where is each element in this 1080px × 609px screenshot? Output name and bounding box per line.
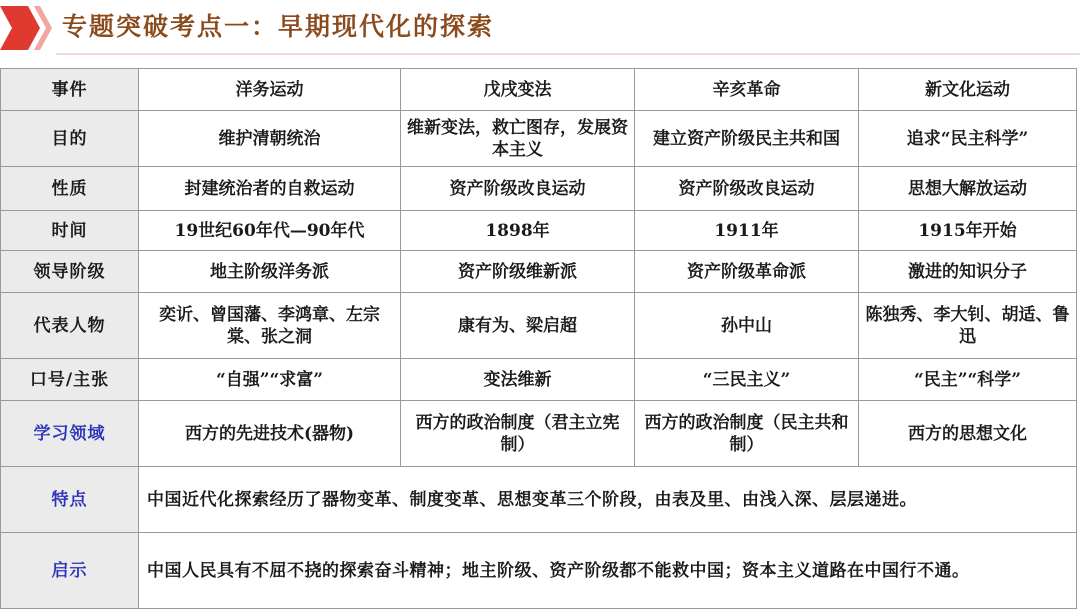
table-cell: 西方的思想文化	[859, 401, 1077, 467]
table-cell: 奕䜣、曾国藩、李鸿章、左宗棠、张之洞	[139, 293, 401, 359]
table-row	[1, 359, 1077, 401]
page-title: 专题突破考点一：早期现代化的探索	[62, 12, 495, 41]
table-cell: 资产阶级维新派	[401, 251, 635, 293]
slide-header	[0, 0, 1080, 56]
table-cell: 西方的政治制度（君主立宪制）	[401, 401, 635, 467]
row-label-insight: 启示	[1, 533, 139, 609]
table-cell: 封建统治者的自救运动	[139, 167, 401, 211]
row-label: 性质	[1, 167, 139, 211]
table-row	[1, 211, 1077, 251]
row-label: 领导阶级	[1, 251, 139, 293]
header-cell: 戊戌变法	[401, 69, 635, 111]
table-cell: 资产阶级改良运动	[635, 167, 859, 211]
table-row	[1, 293, 1077, 359]
insight-text: 中国人民具有不屈不挠的探索奋斗精神；地主阶级、资产阶级都不能救中国；资本主义道路在中国行不通。	[139, 533, 1077, 609]
table-cell: “民主”“科学”	[859, 359, 1077, 401]
row-label: 代表人物	[1, 293, 139, 359]
row-label: 学习领域	[1, 401, 139, 467]
table-header-row	[1, 69, 1077, 111]
table-cell: 康有为、梁启超	[401, 293, 635, 359]
header-cell-event: 事件	[1, 69, 139, 111]
table-cell: 19世纪60年代—90年代	[139, 211, 401, 251]
table-cell: 地主阶级洋务派	[139, 251, 401, 293]
table-cell: 陈独秀、李大钊、胡适、鲁迅	[859, 293, 1077, 359]
row-label-feature: 特点	[1, 467, 139, 533]
table-cell: 资产阶级改良运动	[401, 167, 635, 211]
row-label: 口号/主张	[1, 359, 139, 401]
table-cell: “三民主义”	[635, 359, 859, 401]
header-cell: 洋务运动	[139, 69, 401, 111]
feature-text: 中国近代化探索经历了器物变革、制度变革、思想变革三个阶段，由表及里、由浅入深、层层递进。	[139, 467, 1077, 533]
table-cell: 资产阶级革命派	[635, 251, 859, 293]
table-row	[1, 167, 1077, 211]
header-cell: 辛亥革命	[635, 69, 859, 111]
header-cell: 新文化运动	[859, 69, 1077, 111]
table-row	[1, 251, 1077, 293]
table-cell: 1911年	[635, 211, 859, 251]
header-divider	[56, 53, 1080, 55]
comparison-table	[0, 68, 1077, 609]
table-cell: 变法维新	[401, 359, 635, 401]
table-row	[1, 111, 1077, 167]
table-cell: 1898年	[401, 211, 635, 251]
chevron-banner-icon	[0, 6, 52, 50]
row-label: 时间	[1, 211, 139, 251]
table-cell: 西方的先进技术(器物)	[139, 401, 401, 467]
table-cell: 维新变法，救亡图存，发展资本主义	[401, 111, 635, 167]
table-row	[1, 401, 1077, 467]
table-cell: 激进的知识分子	[859, 251, 1077, 293]
table-cell: 追求“民主科学”	[859, 111, 1077, 167]
table-cell: 1915年开始	[859, 211, 1077, 251]
feature-row	[1, 467, 1077, 533]
row-label: 目的	[1, 111, 139, 167]
table-cell: 建立资产阶级民主共和国	[635, 111, 859, 167]
table-cell: 西方的政治制度（民主共和制）	[635, 401, 859, 467]
table-cell: 维护清朝统治	[139, 111, 401, 167]
table-cell: 孙中山	[635, 293, 859, 359]
insight-row	[1, 533, 1077, 609]
table-cell: 思想大解放运动	[859, 167, 1077, 211]
table-cell: “自强”“求富”	[139, 359, 401, 401]
